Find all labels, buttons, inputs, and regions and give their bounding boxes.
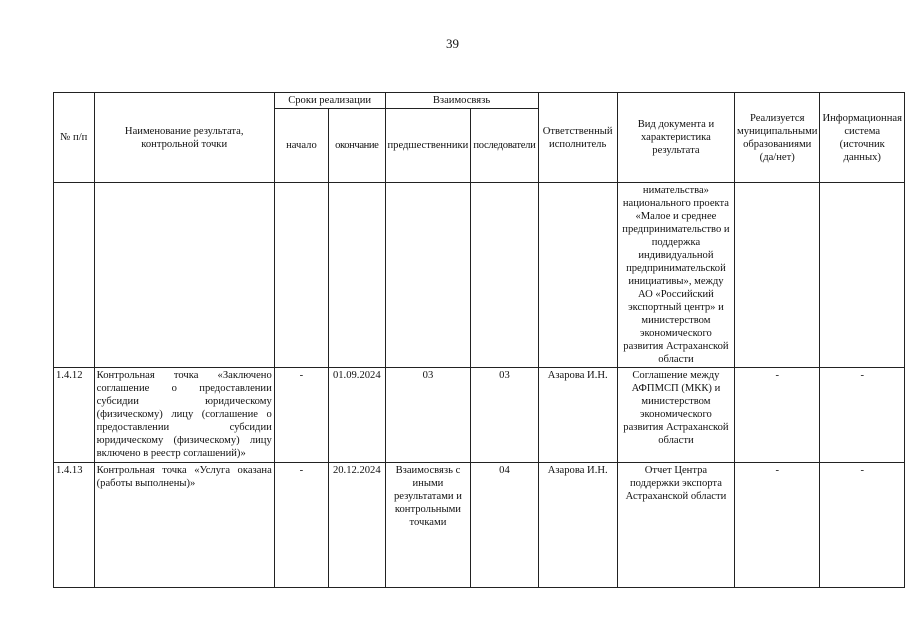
cell-num: 1.4.13 [54,463,95,588]
implementation-plan-table [53,92,905,588]
cell-name: Контрольная точка «Заключено соглашение о предоставлении субсидии юридическому (физическому) лицу (соглашение о предоставлении субсидии юридическому (физическому) лицу включено в реестр соглашений)» [94,368,274,463]
cell-name: Контрольная точка «Услуга оказана (работы выполнены)» [94,463,274,588]
header-doc-type: Вид документа и характеристика результата [617,93,734,183]
cell-predecessors: Взаимосвязь с иными результатами и контрольными точками [385,463,471,588]
page-number: 39 [446,36,459,51]
header-name: Наименование результата, контрольной точки [94,93,274,183]
cell-successors: 04 [471,463,538,588]
cell-successors: 03 [471,368,538,463]
cell-num: 1.4.12 [54,368,95,463]
cell-empty [735,183,820,368]
cell-doc-continuation: нимательства» национального проекта «Малое и среднее предпринимательство и поддержка индивидуальной предпринимательской инициативы», между АО «Российский экспортный центр» и министерством экономического развития Астраханской области [617,183,734,368]
header-predecessors: предшественники [385,109,471,183]
cell-empty [274,183,328,368]
cell-end: 01.09.2024 [329,368,385,463]
cell-start: - [274,463,328,588]
cell-municipal: - [735,463,820,588]
cell-empty [94,183,274,368]
cell-info-system: - [820,463,905,588]
cell-start: - [274,368,328,463]
cell-info-system: - [820,368,905,463]
cell-empty [538,183,617,368]
cell-predecessors: 03 [385,368,471,463]
cell-doc: Соглашение между АФПМСП (МКК) и министерством экономического развития Астраханской области [617,368,734,463]
header-row-1 [54,93,905,109]
table-row [54,463,905,588]
cell-empty [385,183,471,368]
table-row [54,368,905,463]
cell-responsible: Азарова И.Н. [538,368,617,463]
cell-empty [54,183,95,368]
cell-doc: Отчет Центра поддержки экспорта Астраханской области [617,463,734,588]
cell-municipal: - [735,368,820,463]
table-row-continuation [54,183,905,368]
header-start: начало [274,109,328,183]
header-link: Взаимосвязь [385,93,538,109]
cell-empty [820,183,905,368]
header-terms: Сроки реализации [274,93,385,109]
header-municipal: Реализуется муниципальными образованиями (да/нет) [735,93,820,183]
cell-end: 20.12.2024 [329,463,385,588]
header-num: № п/п [54,93,95,183]
cell-empty [471,183,538,368]
header-responsible: Ответственный исполнитель [538,93,617,183]
header-end: окончание [329,109,385,183]
cell-empty [329,183,385,368]
header-info-system: Информационная система (источник данных) [820,93,905,183]
cell-responsible: Азарова И.Н. [538,463,617,588]
header-successors: последователи [471,109,538,183]
